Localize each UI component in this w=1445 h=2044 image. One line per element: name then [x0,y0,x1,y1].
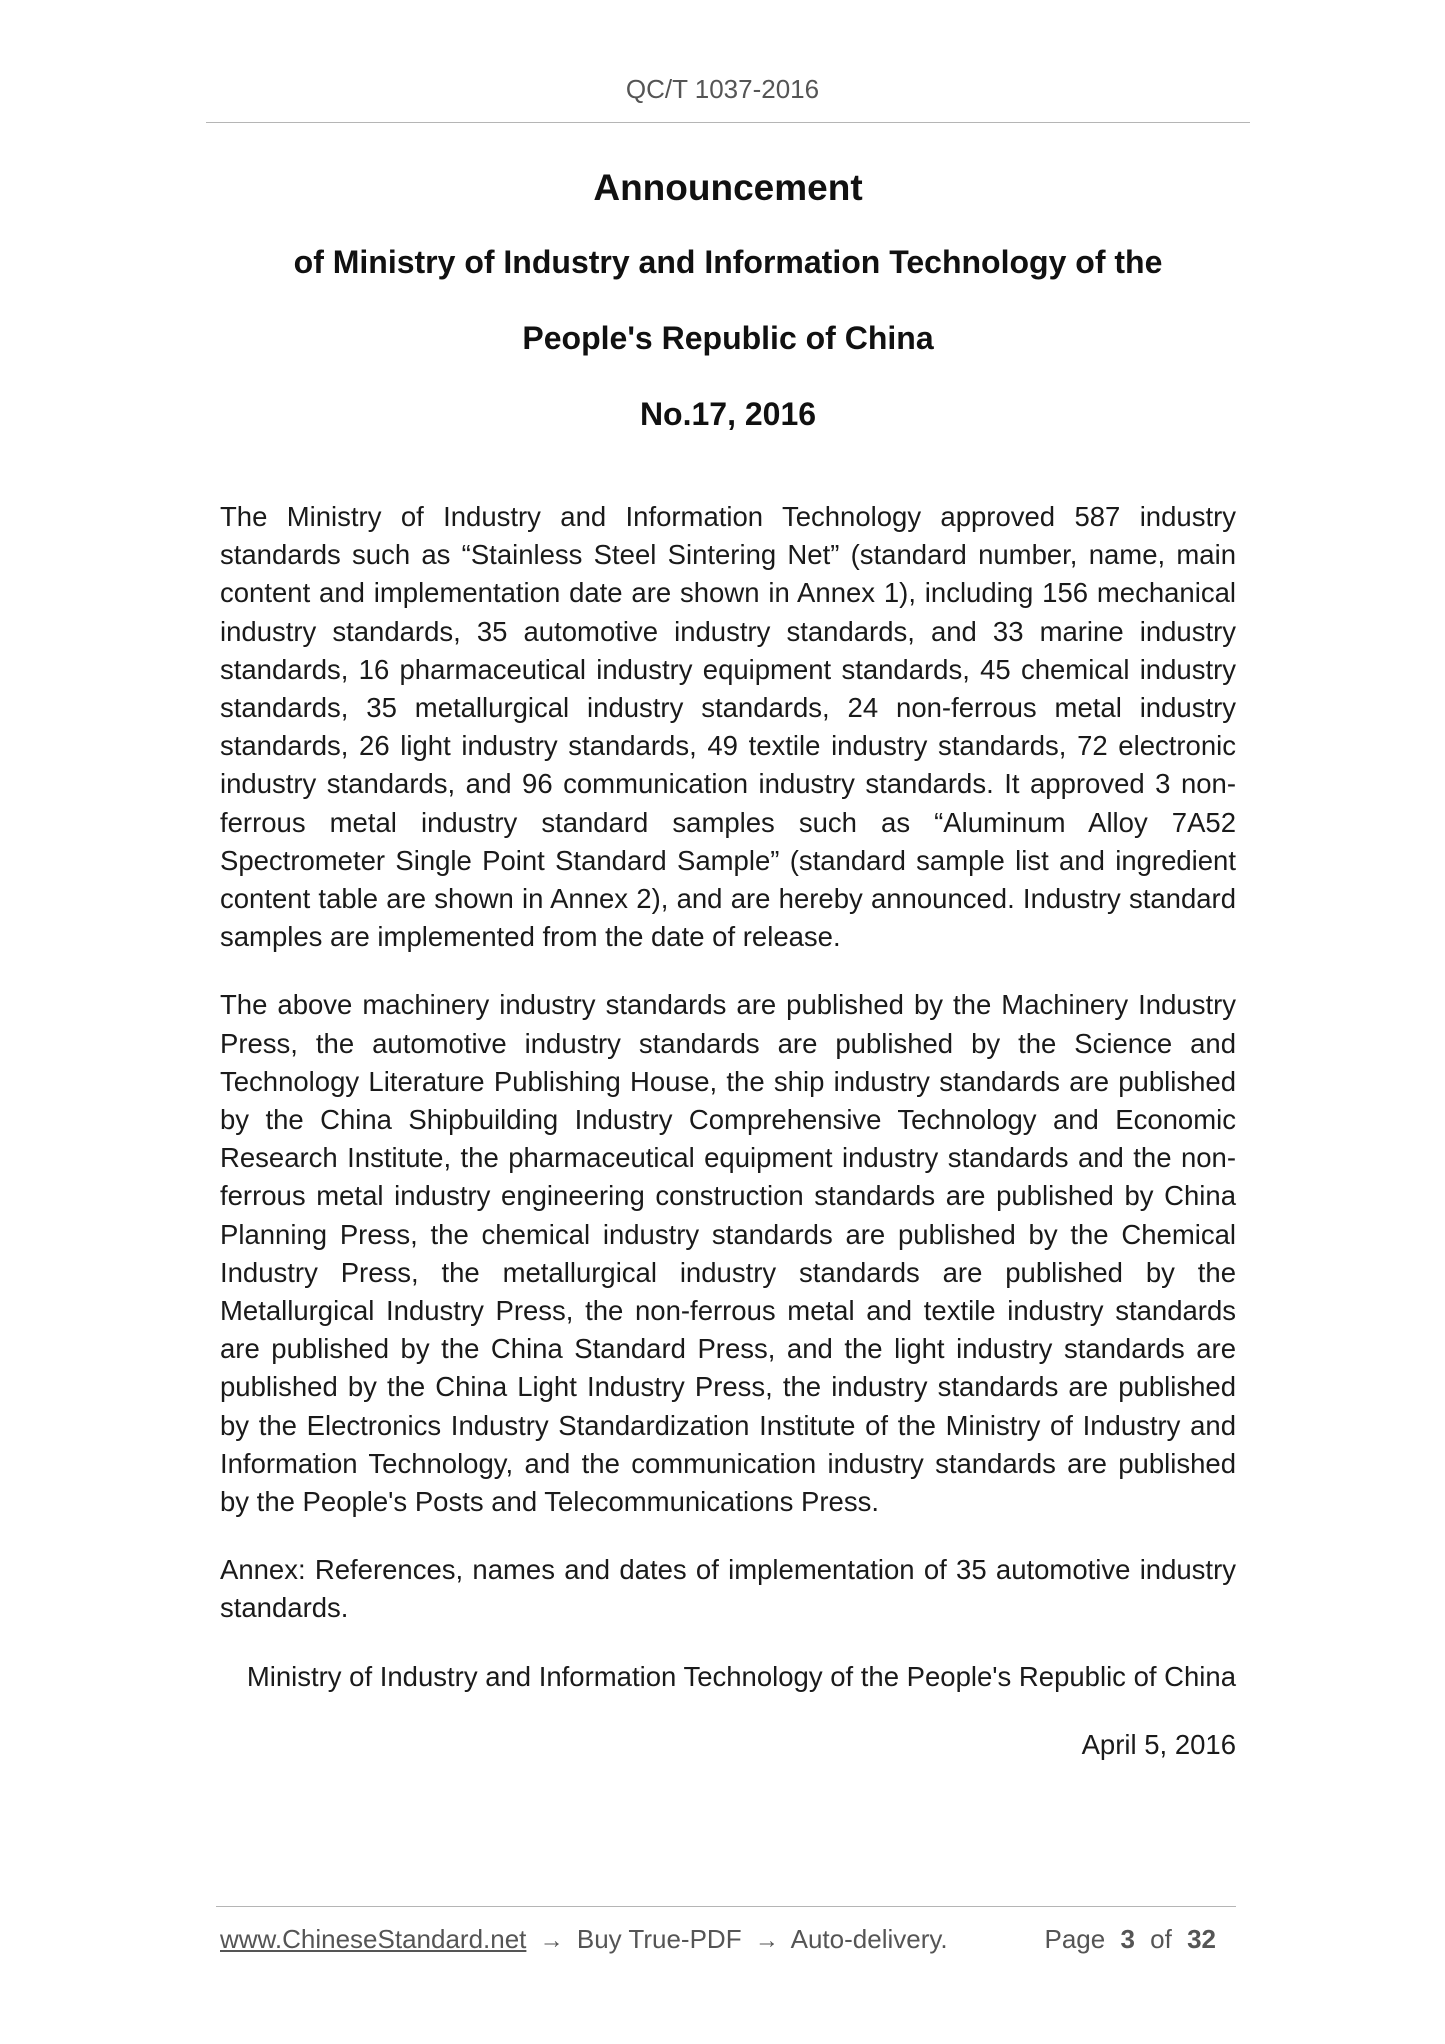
auto-delivery-text: Auto-delivery. [790,1924,948,1954]
paragraph-approval: The Ministry of Industry and Information Technology approved 587 industry standards such as “Stainless Steel Sintering Net” (standard number, name, main content and implementation date are shown in Annex 1), including 156 mechanical industry standards, 35 automotive industry standards, and 33 marine industry standards, 16 pharmaceutical industry equipment standards, 45 chemical industry standards, 35 metallurgical industry standards, 24 non-ferrous metal industry standards, 26 light industry standards, 49 textile industry standards, 72 electronic industry standards, and 96 communication industry standards. It approved 3 non-ferrous metal industry standard samples such as “Aluminum Alloy 7A52 Spectrometer Single Point Standard Sample” (standard sample list and ingredient content table are shown in Annex 2), and are hereby announced. Industry standard samples are implemented from the date of release. [220,501,1236,953]
paragraph-annex: Annex: References, names and dates of implementation of 35 automotive industry standards. [220,1554,1236,1624]
page-label: Page [1044,1924,1106,1954]
signature-organization: Ministry of Industry and Information Technology of the People's Republic of China [246,1660,1236,1692]
title-announcement: Announcement [593,167,863,208]
title-ministry-line1: of Ministry of Industry and Information Technology of the [293,244,1163,280]
signature-date: April 5, 2016 [1081,1728,1236,1760]
footer-divider [216,1906,1236,1907]
page-current: 3 [1120,1924,1135,1954]
page-footer [220,1922,1236,1958]
title-ministry-line2: People's Republic of China [522,320,934,356]
title-block [206,166,1250,434]
announcement-number: No.17, 2016 [639,396,817,432]
arrow-right-icon: → [754,1927,779,1954]
buy-pdf-text: Buy True-PDF [576,1924,742,1954]
website-link[interactable]: www.ChineseStandard.net [220,1924,527,1954]
header-divider [206,122,1250,123]
page-indicator [1044,1922,1224,1956]
arrow-right-icon: → [539,1927,564,1954]
running-header: QC/T 1037-2016 [625,74,820,104]
paragraph-publishers: The above machinery industry standards are published by the Machinery Industry Press, the automotive industry standards are published by the Science and Technology Literature Publishing House, the ship industry standards are published by the China Shipbuilding Industry Comprehensive Technology and Economic Research Institute, the pharmaceutical equipment industry standards and the non-ferrous metal industry engineering construction standards are published by China Planning Press, the chemical industry standards are published by the Chemical Industry Press, the metallurgical industry standards are published by the Metallurgical Industry Press, the non-ferrous metal and textile industry standards are published by the China Standard Press, and the light industry standards are published by the China Light Industry Press, the industry standards are published by the Electronics Industry Standardization Institute of the Ministry of Industry and Information Technology, and the communication industry standards are published by the People's Posts and Telecommunications Press. [220,989,1236,1518]
page-total: 32 [1187,1924,1216,1954]
page-of-label: of [1150,1924,1172,1954]
document-body [220,498,1236,1764]
